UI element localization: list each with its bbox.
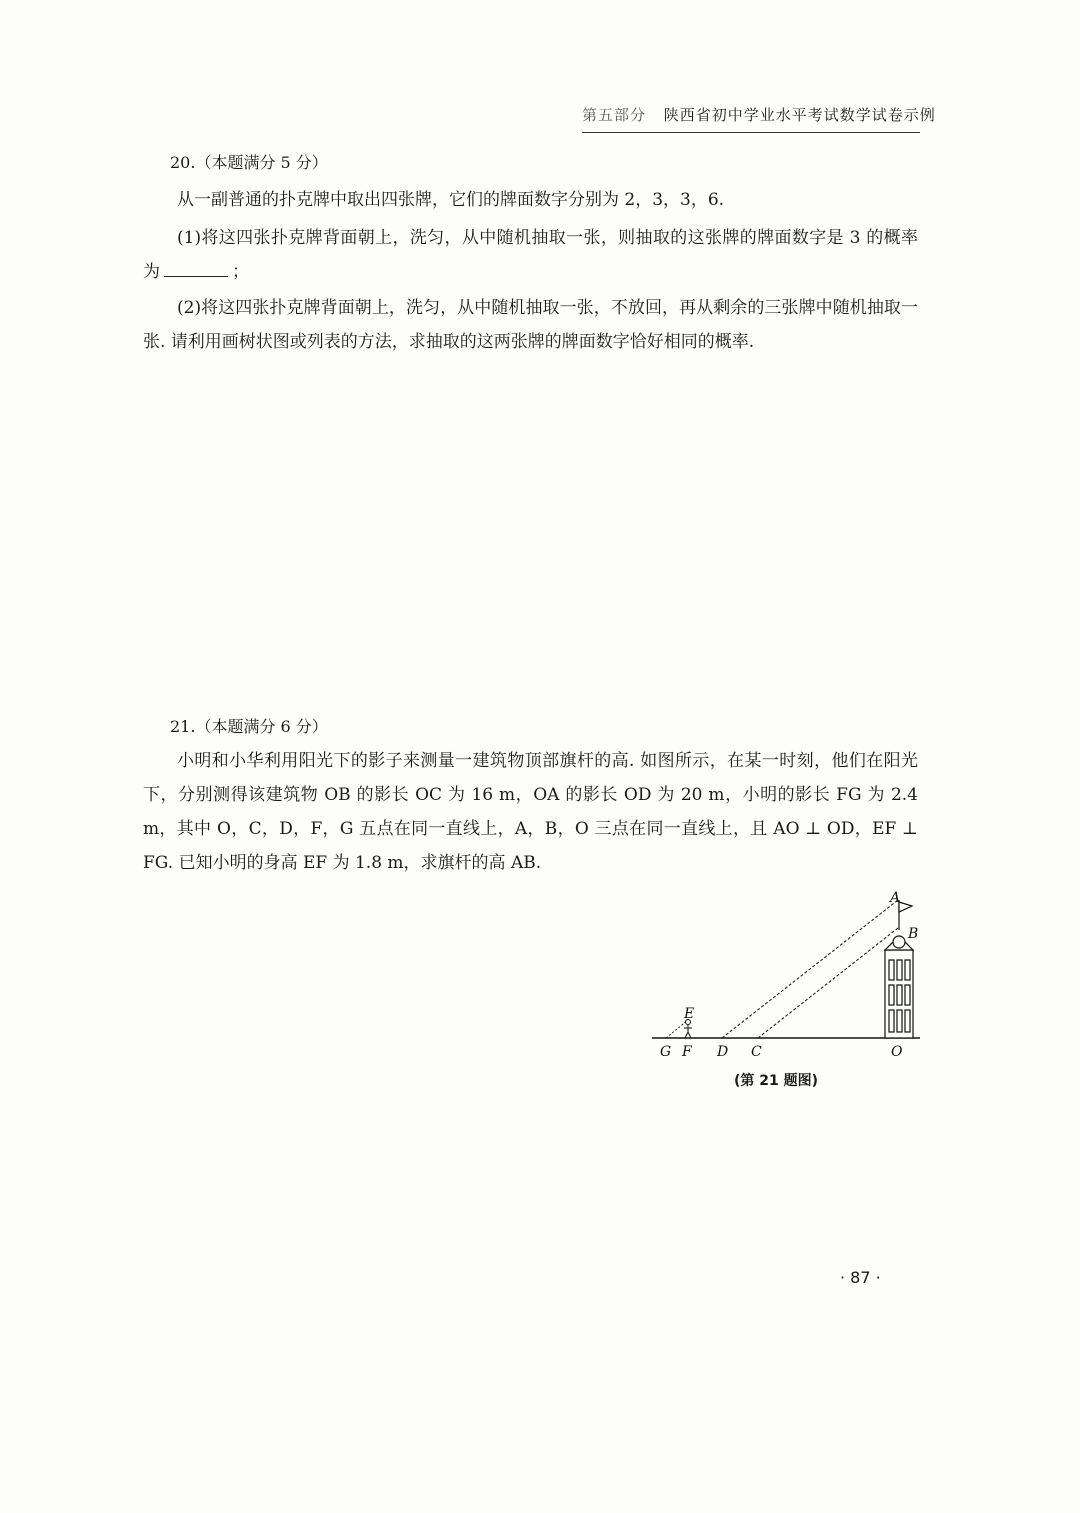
q20-part1-text: (1)将这四张扑克牌背面朝上，洗匀，从中随机抽取一张，则抽取的这张牌的牌面数字是 3 的概率为 bbox=[143, 228, 918, 282]
label-f: F bbox=[682, 1044, 692, 1060]
label-g: G bbox=[660, 1044, 672, 1060]
q21-heading: 21.（本题满分 6 分） bbox=[170, 717, 328, 736]
label-e: E bbox=[684, 1006, 695, 1022]
page-number: · 87 · bbox=[840, 1268, 881, 1287]
label-o: O bbox=[891, 1044, 903, 1060]
ray-e-g bbox=[666, 1020, 688, 1038]
q20-part2: (2)将这四张扑克牌背面朝上，洗匀，从中随机抽取一张，不放回，再从剩余的三张牌中随机抽取一张. 请利用画树状图或列表的方法，求抽取的这两张牌的牌面数字恰好相同的概率. bbox=[143, 298, 918, 352]
header-rule bbox=[582, 132, 920, 133]
q21-figure bbox=[640, 888, 930, 1098]
figure-caption: (第 21 题图) bbox=[734, 1073, 819, 1089]
q20-part1 bbox=[143, 221, 918, 289]
header-title: 陕西省初中学业水平考试数学试卷示例 bbox=[663, 106, 936, 124]
q20-heading: 20.（本题满分 5 分） bbox=[170, 153, 328, 172]
answer-blank bbox=[164, 260, 228, 277]
q20-intro: 从一副普通的扑克牌中取出四张牌，它们的牌面数字分别为 2，3，3，6. bbox=[177, 190, 725, 210]
ray-b-c bbox=[758, 928, 898, 1038]
ray-a-d bbox=[722, 900, 898, 1038]
label-c: C bbox=[751, 1044, 762, 1060]
header-part: 第五部分 bbox=[582, 106, 647, 124]
shadow-diagram bbox=[640, 888, 930, 1068]
label-d: D bbox=[717, 1044, 729, 1060]
label-b: B bbox=[908, 926, 919, 942]
q21-body: 小明和小华利用阳光下的影子来测量一建筑物顶部旗杆的高. 如图所示，在某一时刻，他们在阳光下，分别测得该建筑物 OB 的影长 OC 为 16 m，OA 的影长 OD 为 20 m，小明的影长 FG 为 2.4 m，其中 O，C，D，F，G 五点在同一直线上，A，B，O 三点在同一直线上，且 AO ⊥ OD，EF ⊥ FG. 已知小明的身高 EF 为 1.8 m，求旗杆的高 AB. bbox=[143, 751, 918, 873]
page-header bbox=[582, 104, 936, 125]
label-a: A bbox=[890, 890, 901, 906]
q20-part1-end: ； bbox=[232, 262, 249, 282]
building-icon bbox=[885, 936, 913, 1038]
person-icon bbox=[684, 1020, 692, 1039]
